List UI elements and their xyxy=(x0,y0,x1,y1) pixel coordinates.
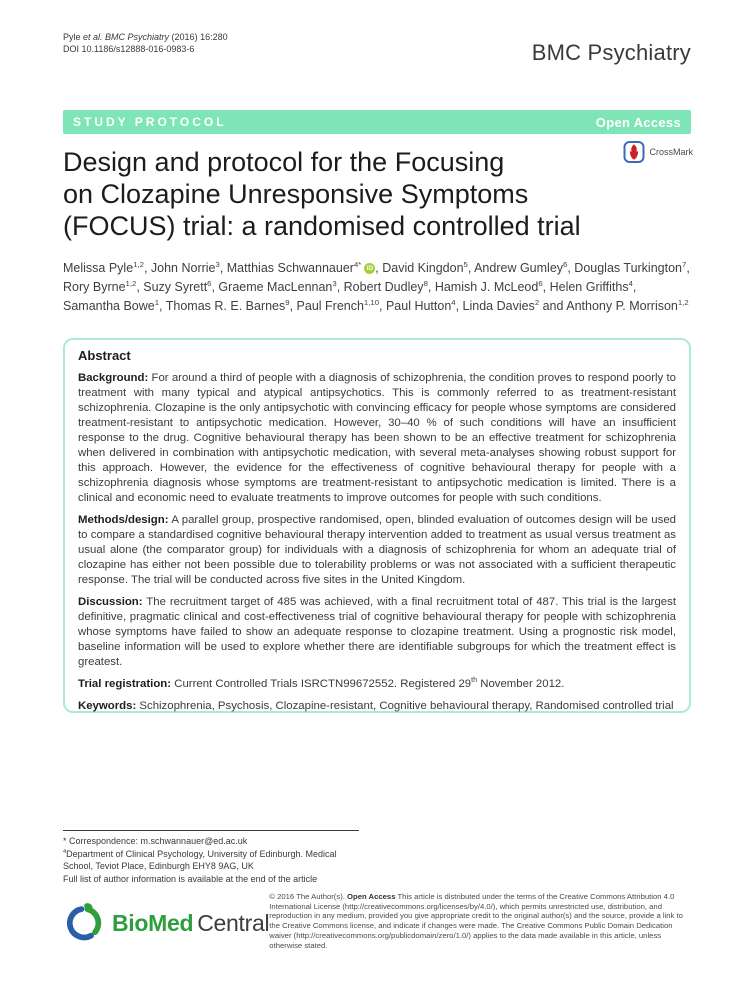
author-line-3: Samantha Bowe$^1$, Thomas R. E. Barnes$^9$, Paul French$^{1,10}$, Paul Hutton$^4$, Linda Davies$^2$ and Anthony P. Morrison$^{1,2}$ xyxy=(63,297,689,313)
author-list xyxy=(63,259,691,316)
article-type-banner xyxy=(63,110,691,134)
abstract-discussion xyxy=(78,595,676,670)
article-title-line-2: on Clozapine Unresponsive Symptoms xyxy=(63,179,529,209)
article-title xyxy=(63,146,653,242)
orcid-icon: iD xyxy=(364,263,375,274)
author-line-1: Melissa Pyle$^{1,2}$, John Norrie$^3$, Matthias Schwannauer$^{4*}$ iD , David Kingdon$^5$, Andrew Gumley$^6$, Douglas Turkington$^7$, xyxy=(63,259,690,275)
logo-text-central: Central xyxy=(197,909,270,936)
copyright-notice: © 2016 The Author(s). Open Access This article is distributed under the terms of the Creative Commons Attribution 4.0 International License (http://creativecommons.org/licenses/by/4.0/), which permits unrestricted use, distribution, and reproduction in any medium, provided you give appropriate credit to the original author(s) and the source, provide a link to the Creative Commons license, and indicate if changes were made. The Creative Commons Public Domain Dedication waiver (http://creativecommons.org/publicdomain/zero/1.0/) applies to the data made available in this article, unless otherwise stated. xyxy=(269,892,683,950)
article-title-line-3: (FOCUS) trial: a randomised controlled trial xyxy=(63,211,581,241)
trial-registration xyxy=(78,677,676,692)
header-citation-block xyxy=(63,31,228,55)
journal-title: BMC Psychiatry xyxy=(531,40,691,65)
biomed-central-icon xyxy=(63,902,105,944)
logo-text-biomed: BioMed xyxy=(112,909,194,936)
affiliation-line: $^4$Department of Clinical Psychology, University of Edinburgh. Medical School, Teviot Place, Edinburgh EHY8 9AG, UK xyxy=(63,848,337,871)
abstract-heading: Abstract xyxy=(78,348,131,363)
keywords-label: Keywords: xyxy=(78,700,137,712)
abstract-background-label: Background: xyxy=(78,372,149,384)
abstract-methods-label: Methods/design: xyxy=(78,514,169,526)
article-title-line-1: Design and protocol for the Focusing xyxy=(63,147,505,177)
author-info-note: Full list of author information is available at the end of the article xyxy=(63,873,318,884)
abstract-background-text: For around a third of people with a diagnosis of schizophrenia, the condition proves to respond poorly to treatment with many typical and atypical antipsychotics. This is commonly referred to as treatment-resistant schizophrenia. Clozapine is the only antipsychotic with convincing efficacy for people whose symptoms are considered treatment-resistant to antipsychotic medication. However, 30–40 % of such conditions will have an insufficient response to the drug. Cognitive behavioural therapy has been shown to be an effective treatment for schizophrenia when delivered in combination with antipsychotic medication, with several meta-analyses showing robust support for this approach. However, the evidence for the effectiveness of cognitive behavioural therapy for people with a schizophrenia diagnosis whose symptoms are treatment-resistant to antipsychotic medication is limited. There is a clinical and economic need to evaluate treatments to improve outcomes for people with such conditions. xyxy=(78,372,676,504)
article-type-label: STUDY PROTOCOL xyxy=(73,115,227,129)
keywords-text: Schizophrenia, Psychosis, Clozapine-resistant, Cognitive behavioural therapy, Randomised controlled trial xyxy=(136,700,674,712)
footnote-block xyxy=(63,830,359,885)
publisher-strip xyxy=(63,892,691,950)
biomed-central-logo xyxy=(63,902,269,944)
keywords xyxy=(78,699,676,714)
trial-registration-label: Trial registration: xyxy=(78,678,172,690)
doi-line: DOI 10.1186/s12888-016-0983-6 xyxy=(63,44,195,54)
abstract-background xyxy=(78,371,676,506)
author-line-2: Rory Byrne$^{1,2}$, Suzy Syrett$^6$, Graeme MacLennan$^3$, Robert Dudley$^8$, Hamish J. McLeod$^6$, Helen Griffiths$^4$, xyxy=(63,278,637,294)
correspondence-line: * Correspondence: m.schwannauer@ed.ac.uk xyxy=(63,836,248,846)
open-access-label: Open Access xyxy=(595,114,681,130)
abstract-methods-text: A parallel group, prospective randomised, open, blinded evaluation of outcomes design will be used to compare a standardised cognitive behavioural therapy intervention added to treatment as usual versus treatment as usual alone (the comparator group) for individuals with a diagnosis of schizophrenia for whom an adequate trial of clozapine has either not been possible due to tolerability problems or was not associated with a sufficient therapeutic response. The trial will be conducted across five sites in the United Kingdom. xyxy=(78,514,676,586)
crossmark-label: CrossMark xyxy=(649,147,693,157)
citation-line: Pyle et al. BMC Psychiatry (2016) 16:280 xyxy=(63,32,228,42)
abstract-methods xyxy=(78,513,676,588)
abstract-discussion-text: The recruitment target of 485 was achieved, with a final recruitment total of 487. This trial is the largest definitive, pragmatic clinical and cost-effectiveness trial of cognitive behavioural therapy for people with schizophrenia whose symptoms have failed to show an adequate response to clozapine treatment. Using a prognostic risk model, baseline information will be used to explore whether there are identifiable subgroups for which the treatment effect is greatest. xyxy=(78,596,676,668)
trial-registration-text: Current Controlled Trials ISRCTN99672552. Registered 29th November 2012. xyxy=(171,677,565,690)
abstract-discussion-label: Discussion: xyxy=(78,596,143,608)
abstract-box xyxy=(63,338,691,713)
